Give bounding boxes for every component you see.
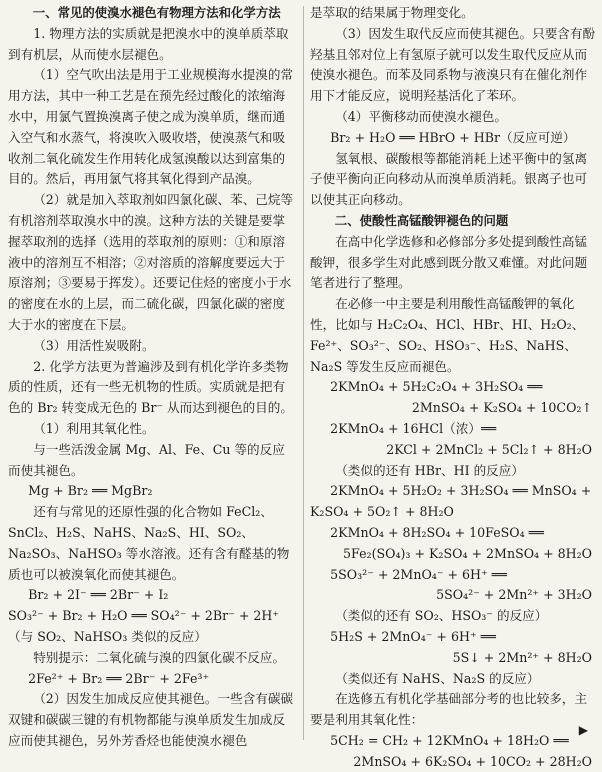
- continue-arrow-icon: ▶: [578, 723, 588, 738]
- section-heading: 二、使酸性高锰酸钾褪色的问题: [334, 212, 509, 228]
- equation-line: 2MnSO₄ + 6K₂SO₄ + 10CO₂ + 28H₂O: [353, 753, 592, 769]
- paragraph: 在必修一中主要是利用酸性高锰酸钾的氧化性，比如与 H₂C₂O₄、HCl、HBr、HI、H₂O₂、Fe²⁺、SO₃²⁻、SO₂、HSO₃⁻、H₂S、NaHS、Na₂S 等发生反应而褪色。: [310, 296, 585, 374]
- equation-line: 2KMnO₄ + 5H₂O₂ + 3H₂SO₄ ══ MnSO₄ +: [330, 483, 592, 499]
- paragraph: （1）利用其氧化性。: [33, 420, 155, 436]
- left-column: [8, 3, 296, 752]
- paragraph: （类似还有 NaHS、Na₂S 的反应）: [335, 670, 540, 686]
- equation-line: 2MnSO₄ + K₂SO₄ + 10CO₂↑: [411, 400, 592, 416]
- paragraph: （4）平衡移动而使溴水褪色。: [335, 108, 507, 124]
- equation-line: 2KMnO₄ + 5H₂C₂O₄ + 3H₂SO₄ ══: [330, 379, 543, 395]
- paragraph: 还有与常见的还原性强的化合物如 FeCl₂、SnCl₂、H₂S、NaHS、Na₂S、HI、SO₂、Na₂SO₃、NaHSO₃ 等水溶液。还有含有醛基的物质也可以被溴氧化而使其褪色。: [8, 504, 290, 582]
- right-column: [310, 3, 596, 772]
- equation-line: 2Fe²⁺ + Br₂ ══ 2Br⁻ + 2Fe³⁺: [28, 670, 210, 686]
- paragraph: 与一些活泼金属 Mg、Al、Fe、Cu 等的反应而使其褪色。: [8, 441, 285, 478]
- equation-line: 5Fe₂(SO₄)₃ + K₂SO₄ + 2MnSO₄ + 8H₂O: [343, 545, 592, 561]
- paragraph: （1）空气吹出法是用于工业规模海水提溴的常用方法，其中一种工艺是在预先经过酸化的浓缩海水中，用氯气置换溴离子使之成为溴单质，继而通入空气和水蒸气，将溴吹入吸收塔，使溴蒸气和吸收剂二氧化硫发生作用转化成氢溴酸以达到富集的目的。然后，再用氯气将其氧化得到产品溴。: [8, 67, 294, 187]
- equation-line: 5S↓ + 2Mn²⁺ + 8H₂O: [452, 649, 592, 665]
- paragraph: （类似的还有 SO₂、HSO₃⁻ 的反应）: [335, 608, 548, 624]
- equation-line: Mg + Br₂ ══ MgBr₂: [28, 483, 153, 499]
- equation-line: Br₂ + 2I⁻ ══ 2Br⁻ + I₂: [28, 587, 169, 603]
- paragraph: （2）因发生加成反应使其褪色。一些含有碳碳双键和碳碳三键的有机物都能与溴单质发生加成反应而使其褪色，另外芳香烃也能使溴水褪色: [8, 691, 294, 748]
- paragraph: （2）就是加入萃取剂如四氯化碳、苯、己烷等有机溶剂萃取溴水中的溴。这种方法的关键是要掌握萃取剂的选择（选用的萃取剂的原则：①和原溶液中的溶剂互不相溶；②对溶质的溶解度要远大于原溶剂；③要易于挥发）。还要记住烃的密度小于水的密度在水的上层，而二硫化碳，四氯化碳的密度大于水的密度在下层。: [8, 192, 294, 332]
- equation-line: 5H₂S + 2MnO₄⁻ + 6H⁺ ══: [330, 628, 496, 644]
- equation-line: 5SO₄²⁻ + 2Mn²⁺ + 3H₂O: [436, 587, 592, 603]
- paragraph: 在选修五有机化学基础部分考的也比较多，主要是利用其氧化性：: [310, 691, 588, 728]
- equation-line: 2KMnO₄ + 8H₂SO₄ + 10FeSO₄ ══: [330, 524, 544, 540]
- paragraph: K₂SO₄ + 5O₂↑ + 8H₂O: [310, 504, 454, 520]
- equation-line: 2KMnO₄ + 16HCl（浓）══: [330, 420, 497, 436]
- paragraph: 1. 物理方法的实质就是把溴水中的溴单质萃取到有机层，从而使水层褪色。: [8, 25, 289, 62]
- paragraph: （3）因发生取代反应而使其褪色。只要含有酚羟基且邻对位上有氢原子就可以发生取代反应从而使溴水褪色。而苯及同系物与液溴只有在催化剂作用下才能反应，说明羟基活化了苯环。: [310, 25, 596, 104]
- section-heading: 一、常见的使溴水褪色有物理方法和化学方法: [32, 5, 281, 20]
- paragraph: 2. 化学方法更为普遍涉及到有机化学许多类物质的性质，还有一些无机物的性质。实质就是把有色的 Br₂ 转变成无色的 Br⁻ 从而达到褪色的目的。: [8, 358, 293, 416]
- paragraph: 在高中化学选修和必修部分多处提到酸性高锰酸钾，很多学生对此感到既分散又难懂。对此问题笔者进行了整理。: [310, 233, 588, 291]
- equation-line: 5CH₂ = CH₂ + 12KMnO₄ + 18H₂O ══: [330, 732, 569, 748]
- equation-line: 2KCl + 2MnCl₂ + 5Cl₂↑ + 8H₂O: [386, 441, 592, 457]
- equation-line: Br₂ + H₂O ══ HBrO + HBr（反应可逆）: [330, 129, 576, 145]
- paragraph: （类似的还有 HBr、HI 的反应）: [335, 462, 524, 478]
- column-divider: [303, 6, 304, 740]
- paragraph: SO₃²⁻ + Br₂ + H₂O ══ SO₄²⁻ + 2Br⁻ + 2H⁺（与 SO₂、NaHSO₃ 类似的反应）: [8, 608, 280, 644]
- paragraph: 是萃取的结果属于物理变化。: [310, 5, 474, 20]
- paragraph: 氢氧根、碳酸根等都能消耗上述平衡中的氢离子使平衡向正向移动从而溴单质消耗。银离子也可以使其正向移动。: [310, 150, 588, 208]
- equation-line: 5SO₃²⁻ + 2MnO₄⁻ + 6H⁺ ══: [330, 566, 507, 582]
- paragraph: 特别提示：二氧化硫与溴的四氯化碳不反应。: [33, 649, 286, 665]
- paragraph: （3）用活性炭吸附。: [33, 337, 155, 353]
